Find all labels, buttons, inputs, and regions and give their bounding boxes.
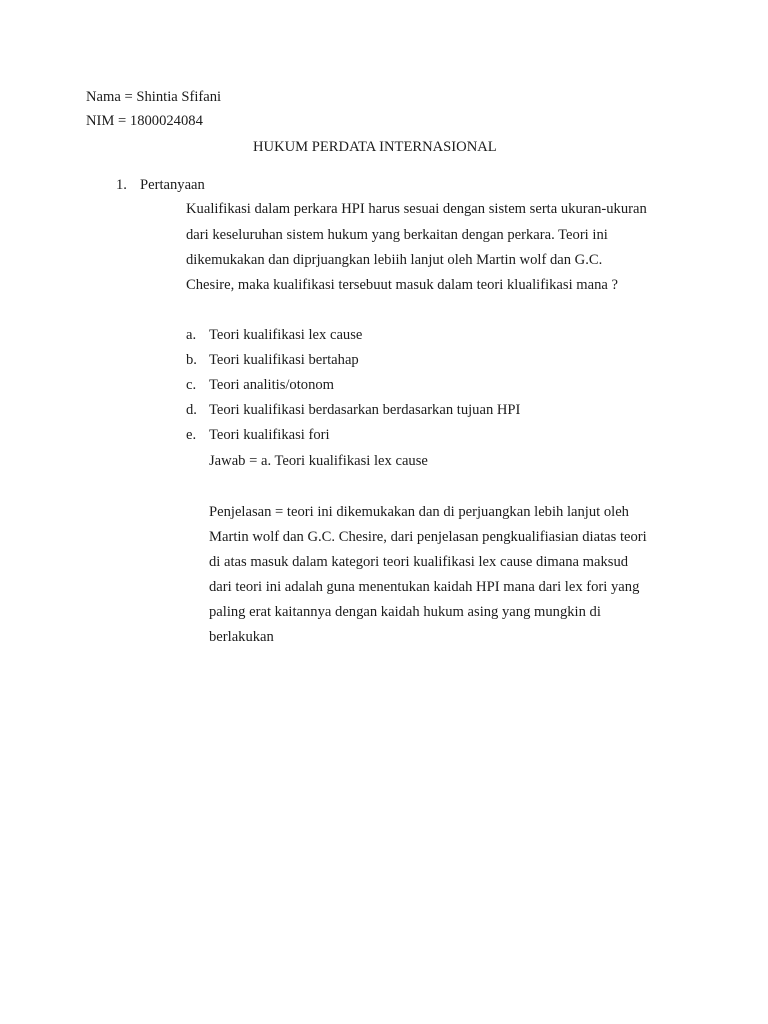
document-title: HUKUM PERDATA INTERNASIONAL (253, 139, 497, 155)
explanation-line: di atas masuk dalam kategori teori kualifikasi lex cause dimana maksud (209, 554, 629, 570)
question-line: dari keseluruhan sistem hukum yang berkaitan dengan perkara. Teori ini (186, 227, 608, 243)
question-line: dikemukakan dan diprjuangkan lebiih lanjut oleh Martin wolf dan G.C. (186, 252, 603, 268)
explanation-line: Martin wolf dan G.C. Chesire, dari penjelasan pengkualifiasian diatas teori (209, 529, 647, 545)
question-line: Kualifikasi dalam perkara HPI harus sesuai dengan sistem serta ukuran-ukuran (186, 201, 647, 217)
explanation-line: berlakukan (209, 629, 274, 645)
student-name: Nama = Shintia Sfifani (86, 89, 222, 105)
answer-line: Jawab = a. Teori kualifikasi lex cause (209, 453, 428, 469)
explanation-line: dari teori ini adalah guna menentukan kaidah HPI mana dari lex fori yang (209, 579, 640, 595)
option-marker: b. (186, 352, 197, 368)
explanation-line: paling erat kaitannya dengan kaidah hukum asing yang mungkin di (209, 604, 601, 620)
option-text: Teori analitis/otonom (209, 377, 335, 393)
explanation-line: Penjelasan = teori ini dikemukakan dan di perjuangkan lebih lanjut oleh (209, 504, 629, 520)
option-text: Teori kualifikasi lex cause (209, 327, 363, 343)
option-marker: a. (186, 327, 197, 343)
option-marker: c. (186, 377, 197, 393)
option-marker: e. (186, 427, 197, 443)
question-line: Chesire, maka kualifikasi tersebuut masuk dalam teori klualifikasi mana ? (186, 277, 619, 293)
section-label: Pertanyaan (140, 177, 205, 193)
option-text: Teori kualifikasi fori (209, 427, 330, 443)
option-text: Teori kualifikasi bertahap (209, 352, 359, 368)
option-text: Teori kualifikasi berdasarkan berdasarkan tujuan HPI (209, 402, 521, 418)
student-nim: NIM = 1800024084 (86, 113, 203, 129)
option-marker: d. (186, 402, 197, 418)
section-number: 1. (116, 177, 127, 193)
